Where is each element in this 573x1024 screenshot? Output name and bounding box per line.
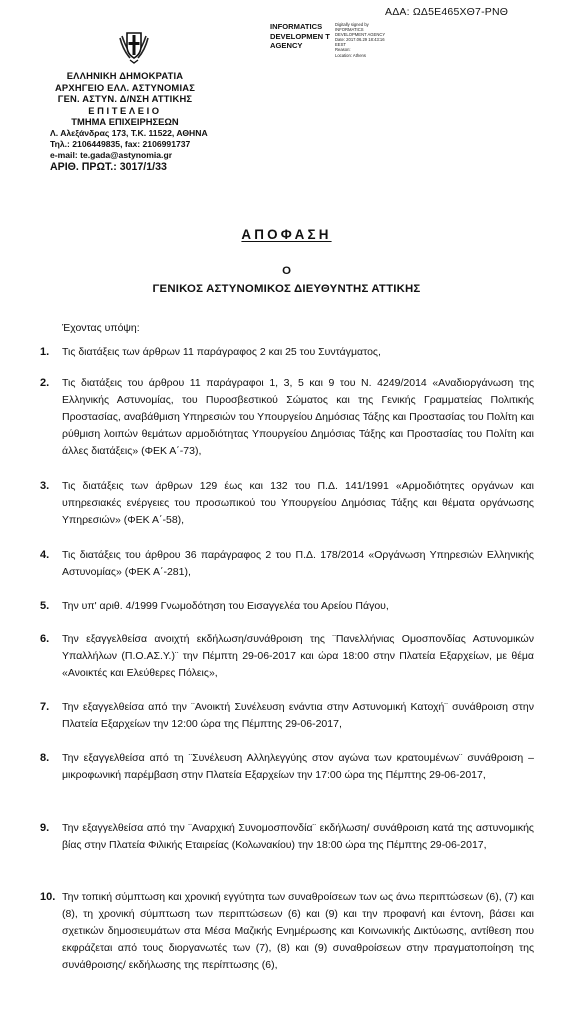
item-text: Τις διατάξεις του άρθρου 36 παράγραφος 2 του Π.Δ. 178/2014 «Οργάνωση Υπηρεσιών Ελληνικής Αστυνομίας» (ΦΕΚ Α΄-281), [62, 549, 534, 578]
protocol-number: ΑΡΙΘ. ΠΡΩΤ.: 3017/1/33 [50, 160, 167, 173]
intro-text: Έχοντας υπόψη: [62, 322, 140, 334]
document-title [0, 227, 573, 242]
item-number: 5. [40, 600, 50, 612]
subtitle-article: Ο [282, 265, 291, 277]
signature-detail-line: Reason: [335, 47, 351, 53]
item-number: 2. [40, 377, 50, 389]
signature-agency: INFORMATICS DEVELOPMEN T AGENCY [270, 22, 330, 51]
item-text: Την εξαγγελθείσα ανοιχτή εκδήλωση/συνάθροιση της ¨Πανελλήνιας Ομοσπονδίας Αστυνομικών Υπαλλήλων (Π.Ο.ΑΣ.Υ.)¨ την Πέμπτη 29-06-2017 και ώρα 18:00 στην Πλατεία Εξαρχείων, με θέμα «Ανοικτές και Ελεύθερες Πόλεις», [62, 633, 534, 679]
signature-detail-line: Digitally signed by [335, 22, 369, 27]
header-state: ΕΛΛΗΝΙΚΗ ΔΗΜΟΚΡΑΤΙΑ [66, 70, 184, 81]
header-phone: Τηλ.: 2106449835, fax: 2106991737 [50, 138, 191, 149]
header-department: ΤΜΗΜΑ ΕΠΙΧΕΙΡΗΣΕΩΝ [71, 116, 179, 128]
item-number: 6. [40, 633, 50, 645]
item-text: Την εξαγγελθείσα από την ¨Ανοικτή Συνέλευση ενάντια στην Αστυνομική Κατοχή¨ συνάθροιση στην Πλατεία Εξαρχείων την 12:00 ώρα της Πέμπτης 29-06-2017, [62, 701, 534, 730]
signature-detail-line: Location: Athens [335, 52, 366, 58]
signature-detail-line: Date: 2017.06.29 18:43:16 [335, 37, 385, 43]
digital-signature-block [270, 22, 470, 68]
header-email: e-mail: te.gada@astynomia.gr [50, 149, 173, 160]
item-number: 8. [40, 752, 50, 764]
issuer-header [50, 70, 290, 174]
item-text: Την εξαγγελθείσα από τη ¨Συνέλευση Αλληλεγγύης στον αγώνα των κρατουμένων¨ συνάθροιση – μικροφωνική παρέμβαση στην Πλατεία Εξαρχείων την 17:00 ώρα της Πέμπτης 29-06-2017, [62, 752, 534, 781]
header-staff: ΕΠΙΤΕΛΕΙΟ [88, 104, 162, 116]
item-text: Την εξαγγελθείσα από την ¨Αναρχική Συνομοσπονδία¨ εκδήλωση/ συνάθροιση κατά της αστυνομικής βίας στην Πλατεία Φιλικής Εταιρείας (Κολωνακίου) την 18:00 ώρα της Πέμπτης 29-06-2017, [62, 822, 534, 851]
header-directorate: ΓΕΝ. ΑΣΤΥΝ. Δ/ΝΣΗ ΑΤΤΙΚΗΣ [57, 93, 193, 105]
item-number: 4. [40, 549, 50, 561]
signature-detail-line: DEVELOPMENT AGENCY [335, 32, 386, 38]
item-number: 1. [40, 346, 50, 358]
header-police-hq: ΑΡΧΗΓΕΙΟ ΕΛΛ. ΑΣΤΥΝΟΜΙΑΣ [54, 81, 196, 93]
item-text: Την τοπική σύμπτωση και χρονική εγγύτητα των συναθροίσεων των ως άνω περιπτώσεων (6), (7) και (8), τη χρονική σύμπτωση των περιπτώσεων (6) και (9) και την προφανή και έντονη, βάσει και σχετικών δημοσιευμάτων στα Μέσα Μαζικής Ενημέρωσης και Κοινωνικής Δικτύωσης, αντίθεση που εκφράζεται από τους διοργανωτές των (7), (8) και (9) συναθροίσεων στην πραγματοποίηση της συνάθροισης/ εκδήλωσης της περίπτωσης (6), [62, 891, 534, 971]
item-text: Τις διατάξεις του άρθρου 11 παράγραφοι 1, 3, 5 και 9 του Ν. 4249/2014 «Αναδιοργάνωση της Ελληνικής Αστυνομίας, του Πυροσβεστικού Σώματος και της Γενικής Γραμματείας Πολιτικής Προστασίας, αναβάθμιση Υπηρεσιών του Υπουργείου Δημόσιας Τάξης και Προστασίας του Πολίτη και ρύθμιση λοιπών θεμάτων αρμοδιότητας Υπουργείου Δημόσιας Τάξης και Προστασίας του Πολίτη και άλλες διατάξεις» (ΦΕΚ Α΄-73), [62, 377, 534, 457]
document-title-text: ΑΠΟΦΑΣΗ [241, 227, 332, 242]
item-number: 9. [40, 822, 50, 834]
signature-details [335, 22, 455, 58]
signature-detail-line: INFORMATICS [335, 27, 364, 33]
item-number: 3. [40, 480, 50, 492]
item-text: Τις διατάξεις των άρθρων 129 έως και 132 του Π.Δ. 141/1991 «Αρμοδιότητες οργάνων και υπηρεσιακές ενέργειες του προσωπικού του Υπουργείου Δημόσιας Τάξης και θέματα οργάνωσης Υπηρεσιών» (ΦΕΚ Α΄-58), [62, 480, 534, 526]
signature-detail-line: EEST [335, 42, 346, 48]
greek-coat-of-arms-icon [118, 30, 150, 64]
item-number: 10. [40, 891, 56, 903]
item-text: Τις διατάξεις των άρθρων 11 παράγραφος 2 και 25 του Συντάγματος, [62, 346, 381, 358]
subtitle-authority: ΓΕΝΙΚΟΣ ΑΣΤΥΝΟΜΙΚΟΣ ΔΙΕΥΘΥΝΤΗΣ ΑΤΤΙΚΗΣ [152, 283, 421, 295]
item-text: Την υπ' αριθ. 4/1999 Γνωμοδότηση του Εισαγγελέα του Αρείου Πάγου, [62, 600, 389, 612]
ada-code: ΑΔΑ: ΩΔ5Ε465ΧΘ7-ΡΝΘ [385, 6, 509, 18]
item-number: 7. [40, 701, 50, 713]
header-address: Λ. Αλεξάνδρας 173, Τ.Κ. 11522, ΑΘΗΝΑ [50, 127, 208, 138]
